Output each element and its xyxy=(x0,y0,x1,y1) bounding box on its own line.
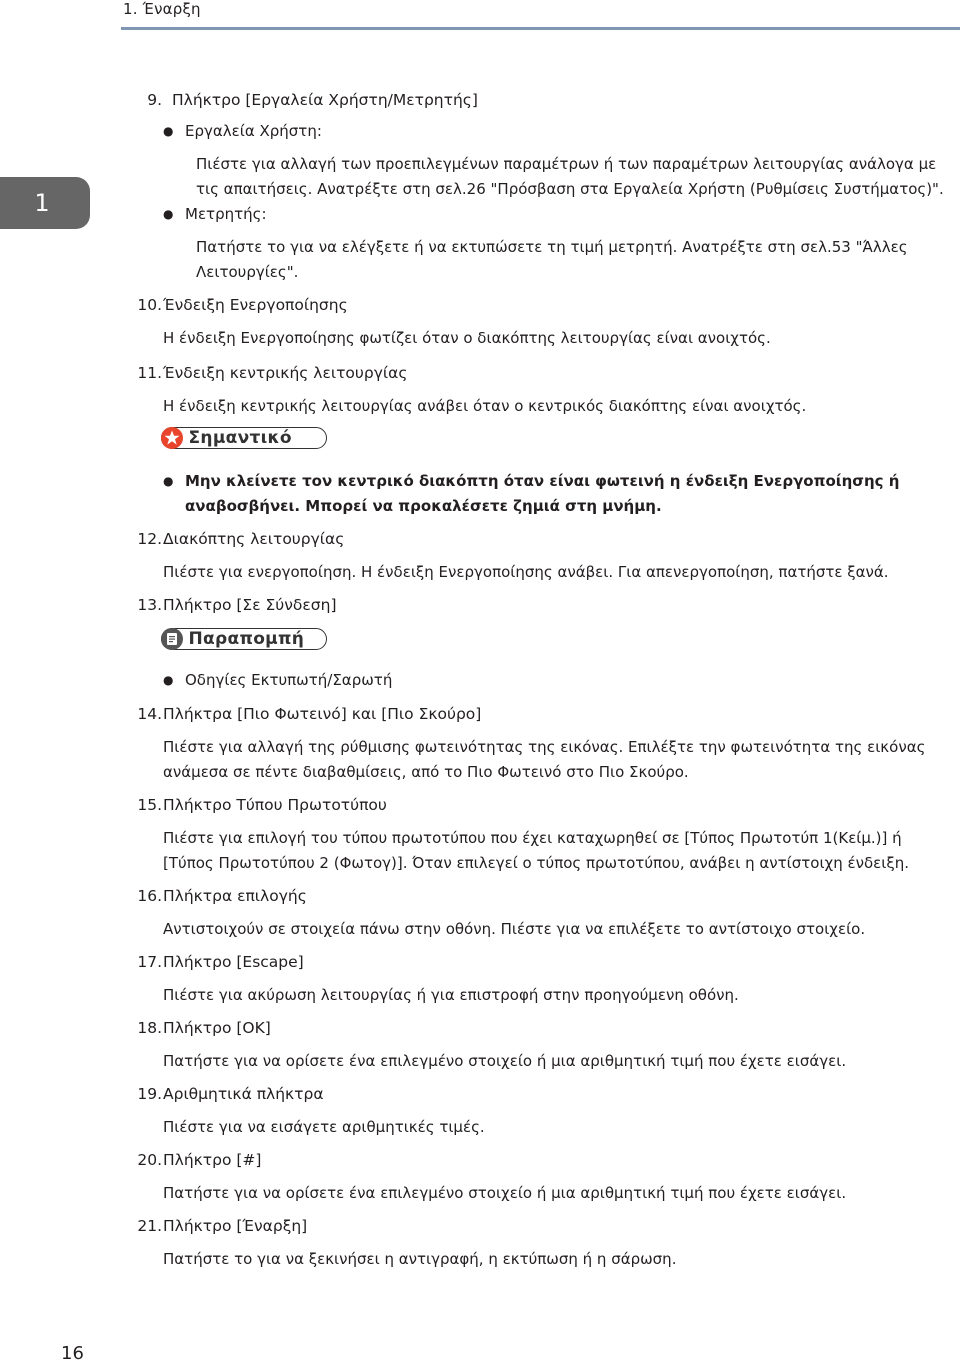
list-item xyxy=(122,293,954,351)
chapter-header: 1. Έναρξη xyxy=(123,0,201,18)
item-text: Πατήστε για να ορίσετε ένα επιλεγμένο στοιχείο ή μια αριθμητική τιμή που έχετε εισάγει. xyxy=(163,1052,847,1070)
bullet-item xyxy=(163,119,954,145)
list-item xyxy=(122,884,954,942)
item-text: Πιέστε για να εισάγετε αριθμητικές τιμές. xyxy=(163,1118,485,1136)
item-title: Πλήκτρο [Έναρξη] xyxy=(163,1217,308,1235)
item-text: Πιέστε για ενεργοποίηση. Η ένδειξη Ενεργοποίησης ανάβει. Για απενεργοποίηση, πατήστε ξανά. xyxy=(163,563,889,581)
header-rule xyxy=(121,27,960,30)
item-number: 19. xyxy=(137,1085,162,1103)
item-text: Η ένδειξη κεντρικής λειτουργίας ανάβει όταν ο κεντρικός διακόπτης είναι ανοιχτός. xyxy=(163,397,807,415)
item-number: 21. xyxy=(137,1217,162,1235)
list-item xyxy=(122,793,954,876)
list-item xyxy=(122,527,954,585)
bullet-icon: ● xyxy=(163,124,174,138)
item-title: Ένδειξη Ενεργοποίησης xyxy=(163,296,348,314)
list-item xyxy=(122,593,954,618)
item-text: Πατήστε το για να ξεκινήσει η αντιγραφή, η εκτύπωση ή η σάρωση. xyxy=(163,1250,677,1268)
bullet-label: Εργαλεία Χρήστη: xyxy=(185,122,322,140)
bullet-item xyxy=(163,202,954,228)
item-title: Ένδειξη κεντρικής λειτουργίας xyxy=(163,364,408,382)
list-item xyxy=(122,1016,954,1074)
item-number: 13. xyxy=(137,596,162,614)
item-title: Πλήκτρο [Escape] xyxy=(163,953,304,971)
bullet-text: Πατήστε το για να ελέγξετε ή να εκτυπώσετε τη τιμή μετρητή. Ανατρέξτε στη σελ.53 "Άλλες Λειτουργίες". xyxy=(196,238,908,281)
bullet-text: Πιέστε για αλλαγή των προεπιλεγμένων παραμέτρων ή των παραμέτρων λειτουργίας ανάλογα με τις απαιτήσεις. Ανατρέξτε στη σελ.26 "Πρόσβαση στα Εργαλεία Χρήστη (Ρυθμίσεις Συστήματος)". xyxy=(196,155,944,198)
bullet-icon: ● xyxy=(163,207,174,221)
item-title: Διακόπτης λειτουργίας xyxy=(163,530,345,548)
list-item xyxy=(122,88,954,285)
important-text: Μην κλείνετε τον κεντρικό διακόπτη όταν είναι φωτεινή η ένδειξη Ενεργοποίησης ή αναβοσβήνει. Μπορεί να προκαλέσετε ζημιά στη μνήμη. xyxy=(185,472,900,515)
item-number: 9. xyxy=(147,91,162,109)
item-number: 15. xyxy=(137,796,162,814)
reference-bullet xyxy=(163,668,954,694)
item-title: Πλήκτρα επιλογής xyxy=(163,887,307,905)
reference-text: Οδηγίες Εκτυπωτή/Σαρωτή xyxy=(185,671,393,689)
item-title: Αριθμητικά πλήκτρα xyxy=(163,1085,324,1103)
item-number: 16. xyxy=(137,887,162,905)
list-item xyxy=(122,1082,954,1140)
page-number: 16 xyxy=(61,1343,84,1364)
page-content xyxy=(122,88,954,1272)
list-item xyxy=(122,950,954,1008)
star-icon xyxy=(161,427,183,449)
list-item xyxy=(122,361,954,419)
item-text: Πατήστε για να ορίσετε ένα επιλεγμένο στοιχείο ή μια αριθμητική τιμή που έχετε εισάγει. xyxy=(163,1184,847,1202)
item-number: 12. xyxy=(137,530,162,548)
item-text: Αντιστοιχούν σε στοιχεία πάνω στην οθόνη. Πιέστε για να επιλέξετε το αντίστοιχο στοιχείο. xyxy=(163,920,866,938)
document-icon xyxy=(161,628,183,650)
item-title: Πλήκτρα [Πιο Φωτεινό] και [Πιο Σκούρο] xyxy=(163,705,482,723)
item-text: Πιέστε για επιλογή του τύπου πρωτοτύπου που έχει καταχωρηθεί σε [Τύπος Πρωτοτύπ 1(Κείμ.)] ή [Τύπος Πρωτοτύπου 2 (Φωτογ)]. Όταν επιλεγεί ο τύπος πρωτοτύπου, ανάβει η αντίστοιχη ένδειξη. xyxy=(163,829,909,872)
important-label xyxy=(161,427,327,449)
item-text: Πιέστε για ακύρωση λειτουργίας ή για επιστροφή στην προηγούμενη οθόνη. xyxy=(163,986,739,1004)
item-title: Πλήκτρο [#] xyxy=(163,1151,262,1169)
item-number: 10. xyxy=(137,296,162,314)
item-number: 17. xyxy=(137,953,162,971)
list-item xyxy=(122,1214,954,1272)
important-bullet xyxy=(163,469,954,519)
item-text: Πιέστε για αλλαγή της ρύθμισης φωτεινότητας της εικόνας. Επιλέξτε την φωτεινότητα της εικόνας ανάμεσα σε πέντε διαβαθμίσεις, από το Πιο Φωτεινό στο Πιο Σκούρο. xyxy=(163,738,926,781)
bullet-icon: ● xyxy=(163,474,174,488)
item-number: 11. xyxy=(137,364,162,382)
bullet-label: Μετρητής: xyxy=(185,205,267,223)
list-item xyxy=(122,702,954,785)
item-number: 14. xyxy=(137,705,162,723)
item-title: Πλήκτρο Τύπου Πρωτοτύπου xyxy=(163,796,387,814)
item-title: Πλήκτρο [OK] xyxy=(163,1019,271,1037)
reference-label xyxy=(161,628,327,650)
item-title: Πλήκτρο [Εργαλεία Χρήστη/Μετρητής] xyxy=(172,91,478,109)
item-title: Πλήκτρο [Σε Σύνδεση] xyxy=(163,596,337,614)
reference-label-text: Παραπομπή xyxy=(188,628,305,649)
chapter-tab: 1 xyxy=(0,177,90,229)
important-label-text: Σημαντικό xyxy=(188,427,292,448)
bullet-icon: ● xyxy=(163,673,174,687)
item-number: 18. xyxy=(137,1019,162,1037)
list-item xyxy=(122,1148,954,1206)
item-text: Η ένδειξη Ενεργοποίησης φωτίζει όταν ο διακόπτης λειτουργίας είναι ανοιχτός. xyxy=(163,329,771,347)
item-number: 20. xyxy=(137,1151,162,1169)
